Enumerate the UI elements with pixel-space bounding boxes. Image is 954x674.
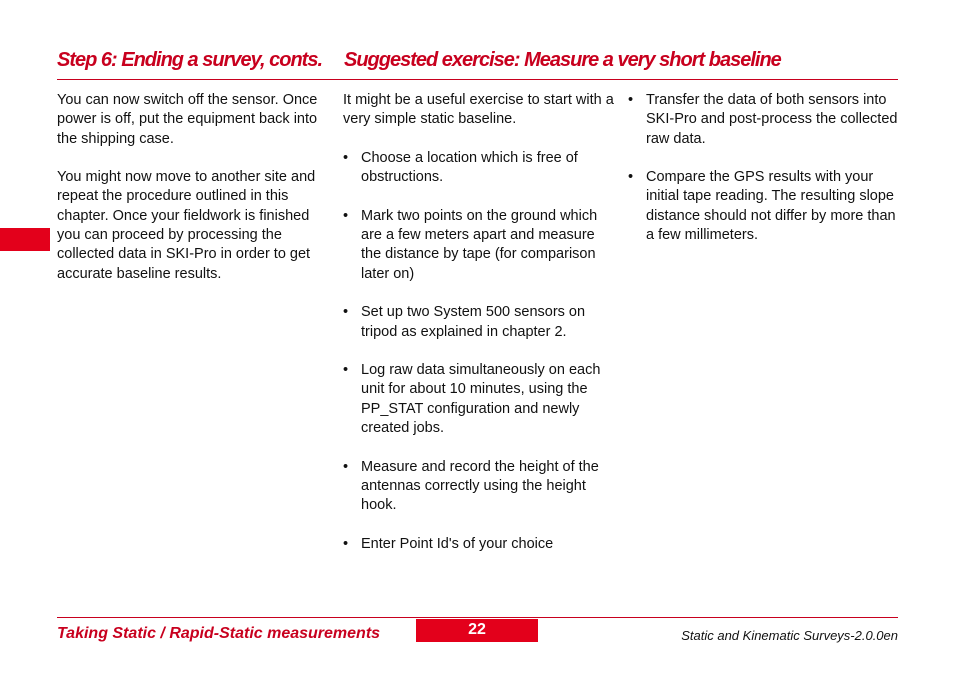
list-item-text: Mark two points on the ground which are a few meters apart and measure the distance by tape (for comparison later on): [361, 207, 598, 282]
list-item: [343, 303, 615, 342]
list-item: [343, 361, 615, 438]
page-number: 22: [416, 619, 538, 642]
list-item: [343, 149, 615, 188]
footer-chapter-title: Taking Static / Rapid-Static measurements: [57, 625, 381, 642]
list-item: [628, 91, 904, 149]
list-item-text: Transfer the data of both sensors into SKI-Pro and post-process the collected raw data.: [646, 92, 898, 147]
section-heading-left: Step 6: Ending a survey, conts.: [57, 49, 322, 71]
list-item-text: Enter Point Id's of your choice: [361, 535, 554, 552]
bullet-icon: •: [343, 149, 349, 166]
list-item-text: Measure and record the height of the antennas correctly using the height hook.: [361, 458, 599, 514]
list-item-text: Log raw data simultaneously on each unit for about 10 minutes, using the PP_STAT configuration and newly created jobs.: [361, 362, 601, 437]
list-item-text: Choose a location which is free of obstructions.: [361, 149, 578, 186]
paragraph: You might now move to another site and repeat the procedure outlined in this chapter. Once your fieldwork is finished you can proceed by processing the collected data in SKI-Pro in order to get accurate baseline results.: [57, 169, 316, 282]
list-item: [343, 207, 615, 284]
paragraph: You can now switch off the sensor. Once power is off, put the equipment back into the shipping case.: [57, 92, 318, 147]
footer-document-title: Static and Kinematic Surveys-2.0.0en: [681, 628, 898, 643]
section-heading-right: Suggested exercise: Measure a very short baseline: [344, 49, 781, 71]
list-item-text: Compare the GPS results with your initial tape reading. The resulting slope distance should not differ by more than a few millimeters.: [646, 169, 896, 244]
column-middle: [343, 91, 615, 554]
bullet-icon: •: [343, 304, 349, 321]
list-item: [628, 168, 904, 245]
bottom-divider: [57, 617, 898, 618]
list-item: [343, 458, 615, 516]
bullet-icon: •: [628, 92, 634, 108]
list-item: [343, 535, 615, 554]
bullet-icon: •: [343, 458, 349, 475]
top-divider: [57, 79, 898, 80]
bullet-icon: •: [628, 169, 634, 186]
list-item-text: Set up two System 500 sensors on tripod as explained in chapter 2.: [361, 304, 586, 340]
chapter-tab-marker: [0, 228, 50, 251]
column-left: [57, 91, 327, 284]
column-right: [628, 91, 904, 245]
bullet-icon: •: [343, 207, 349, 224]
bullet-list: [343, 149, 615, 554]
bullet-icon: •: [343, 362, 349, 379]
intro-paragraph: It might be a useful exercise to start with a very simple static baseline.: [343, 92, 614, 128]
bullet-icon: •: [343, 535, 349, 552]
bullet-list: [628, 91, 904, 245]
